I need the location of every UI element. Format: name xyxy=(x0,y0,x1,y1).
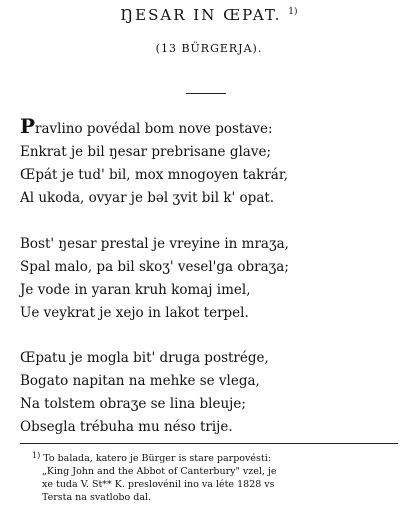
stanza-3 xyxy=(20,347,400,439)
footnote-line: Tersta na svatlobo dal. xyxy=(42,492,152,503)
poem-title-text: ŊESAR IN ŒPAT. xyxy=(120,6,282,24)
verse-line: Bogato napitan na mehke se vlega, xyxy=(20,373,260,389)
verse-line: Spal malo, pa bil skoʒ' vesel'ga obraʒa; xyxy=(20,259,289,275)
footnote-text: To balada, katero je Bürger is stare parpovésti: xyxy=(43,453,271,464)
footnote-mark: 1) xyxy=(32,451,41,460)
verse-line: Œpát je tud' bil, mox mnogoyen takrár, xyxy=(20,167,289,183)
verse-line: Na tolstem obraʒe se lina bleuje; xyxy=(20,396,246,412)
verse-line: Ue veykrat je xejo in lakot terpel. xyxy=(20,305,249,321)
verse-line: Bost' ŋesar prestal je vreyine in mraʒa, xyxy=(20,236,289,252)
footnote-line: xe tuda V. St** K. preslovénil ino va léte 1828 vs xyxy=(42,479,275,490)
footnote-divider xyxy=(20,443,398,444)
footnote-reference: 1) xyxy=(288,7,298,17)
footnote-line xyxy=(32,449,404,465)
verse-line: Œpatu je mogla bit' druga postrége, xyxy=(20,350,269,366)
poem-subtitle: (13 BÜRGERJA). xyxy=(155,42,263,55)
footnote-line: „King John and the Abbot of Canterbury" vzel, je xyxy=(42,466,277,477)
drop-cap-initial: P xyxy=(20,114,36,138)
verse-line-text: ravlino povédal bom nove postave: xyxy=(35,121,273,137)
stanza-2 xyxy=(20,233,400,325)
verse-line: Obsegla trébuha mu néso trije. xyxy=(20,419,233,435)
verse-line: Enkrat je bil ŋesar prebrisane glave; xyxy=(20,144,272,160)
stanza-1 xyxy=(20,116,400,210)
footnote xyxy=(32,449,404,504)
title-divider xyxy=(186,93,226,94)
verse-line xyxy=(20,116,400,141)
poem-title xyxy=(0,6,418,24)
verse-line: Je vode in yaran kruh komaj imel, xyxy=(20,282,251,298)
verse-line: Al ukoda, ovyar je bəl ʒvit bil k' opat. xyxy=(20,190,275,206)
